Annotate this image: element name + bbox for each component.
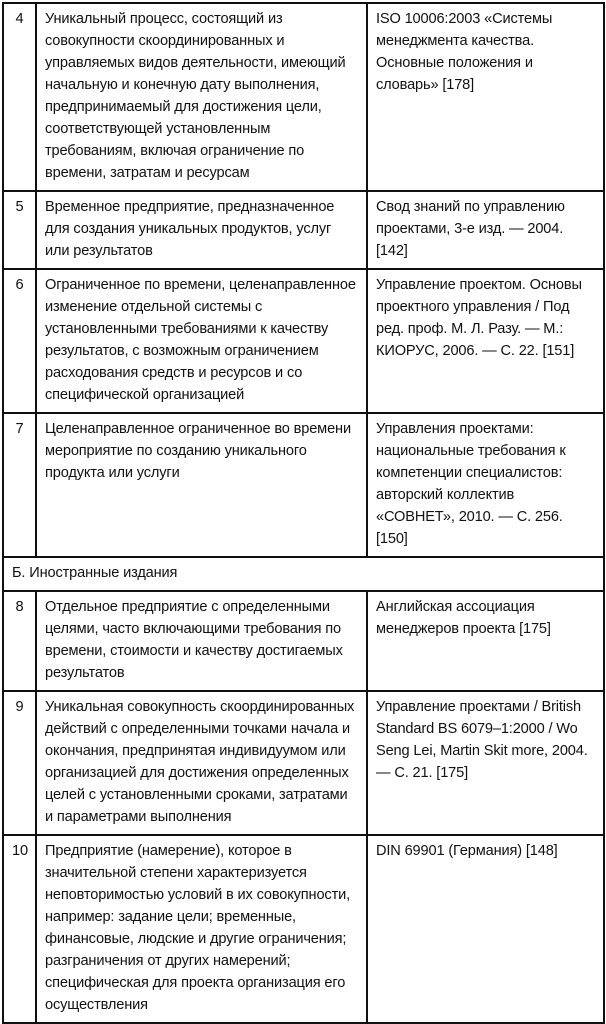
table-row: [3, 591, 604, 691]
section-header: Б. Иностранные издания: [3, 557, 604, 591]
table-row: [3, 269, 604, 413]
definition-text: Уникальная совокупность скоординированных действий с определенными точками начала и окончания, предпринятая индивидуумом или организацией для достижения определенных целей с установленными сроками, затратами и параметрами выполнения: [36, 691, 367, 835]
row-number: 10: [3, 835, 36, 1023]
definition-text: Временное предприятие, предназначенное для создания уникальных продуктов, услуг или результатов: [36, 191, 367, 269]
row-number: 8: [3, 591, 36, 691]
source-reference: Управления проектами: национальные требования к компетенции специалистов: авторский коллектив «СОВНЕТ», 2010. — С. 256. [150]: [367, 413, 604, 557]
definition-text: Целенаправленное ограниченное во времени мероприятие по созданию уникального продукта или услуги: [36, 413, 367, 557]
table-row: [3, 3, 604, 191]
section-header-row: [3, 557, 604, 591]
table-row: [3, 835, 604, 1023]
row-number: 5: [3, 191, 36, 269]
definition-text: Ограниченное по времени, целенаправленное изменение отдельной системы с установленными требованиями к качеству результатов, с возможным ограничением расходования средств и ресурсов и со специфической организацией: [36, 269, 367, 413]
definition-text: Предприятие (намерение), которое в значительной степени характеризуется неповторимостью условий в их совокупности, например: задание цели; временные, финансовые, людские и другие ограничения; разграничения от других намерений; специфическая для проекта организация его осуществления: [36, 835, 367, 1023]
table-row: [3, 691, 604, 835]
row-number: 4: [3, 3, 36, 191]
source-reference: DIN 69901 (Германия) [148]: [367, 835, 604, 1023]
scanned-book-page: [0, 2, 606, 1013]
table-row: [3, 191, 604, 269]
definitions-table: [2, 2, 605, 1024]
row-number: 9: [3, 691, 36, 835]
source-reference: Свод знаний по управлению проектами, 3-е изд. — 2004. [142]: [367, 191, 604, 269]
row-number: 6: [3, 269, 36, 413]
source-reference: ISO 10006:2003 «Системы менеджмента качества. Основные положения и словарь» [178]: [367, 3, 604, 191]
definition-text: Уникальный процесс, состоящий из совокупности скоординированных и управляемых видов деятельности, имеющий начальную и конечную дату выполнения, предпринимаемый для достижения цели, соответствующей установленным требованиям, включая ограничение по времени, затратам и ресурсам: [36, 3, 367, 191]
source-reference: Управление проектом. Основы проектного управления / Под ред. проф. М. Л. Разу. — М.: КИОРУС, 2006. — С. 22. [151]: [367, 269, 604, 413]
table-row: [3, 413, 604, 557]
row-number: 7: [3, 413, 36, 557]
definition-text: Отдельное предприятие с определенными целями, часто включающими требования по времени, стоимости и качеству достигаемых результатов: [36, 591, 367, 691]
source-reference: Управление проектами / British Standard BS 6079–1:2000 / Wo Seng Lei, Martin Skit more, 2004. — С. 21. [175]: [367, 691, 604, 835]
source-reference: Английская ассоциация менеджеров проекта [175]: [367, 591, 604, 691]
